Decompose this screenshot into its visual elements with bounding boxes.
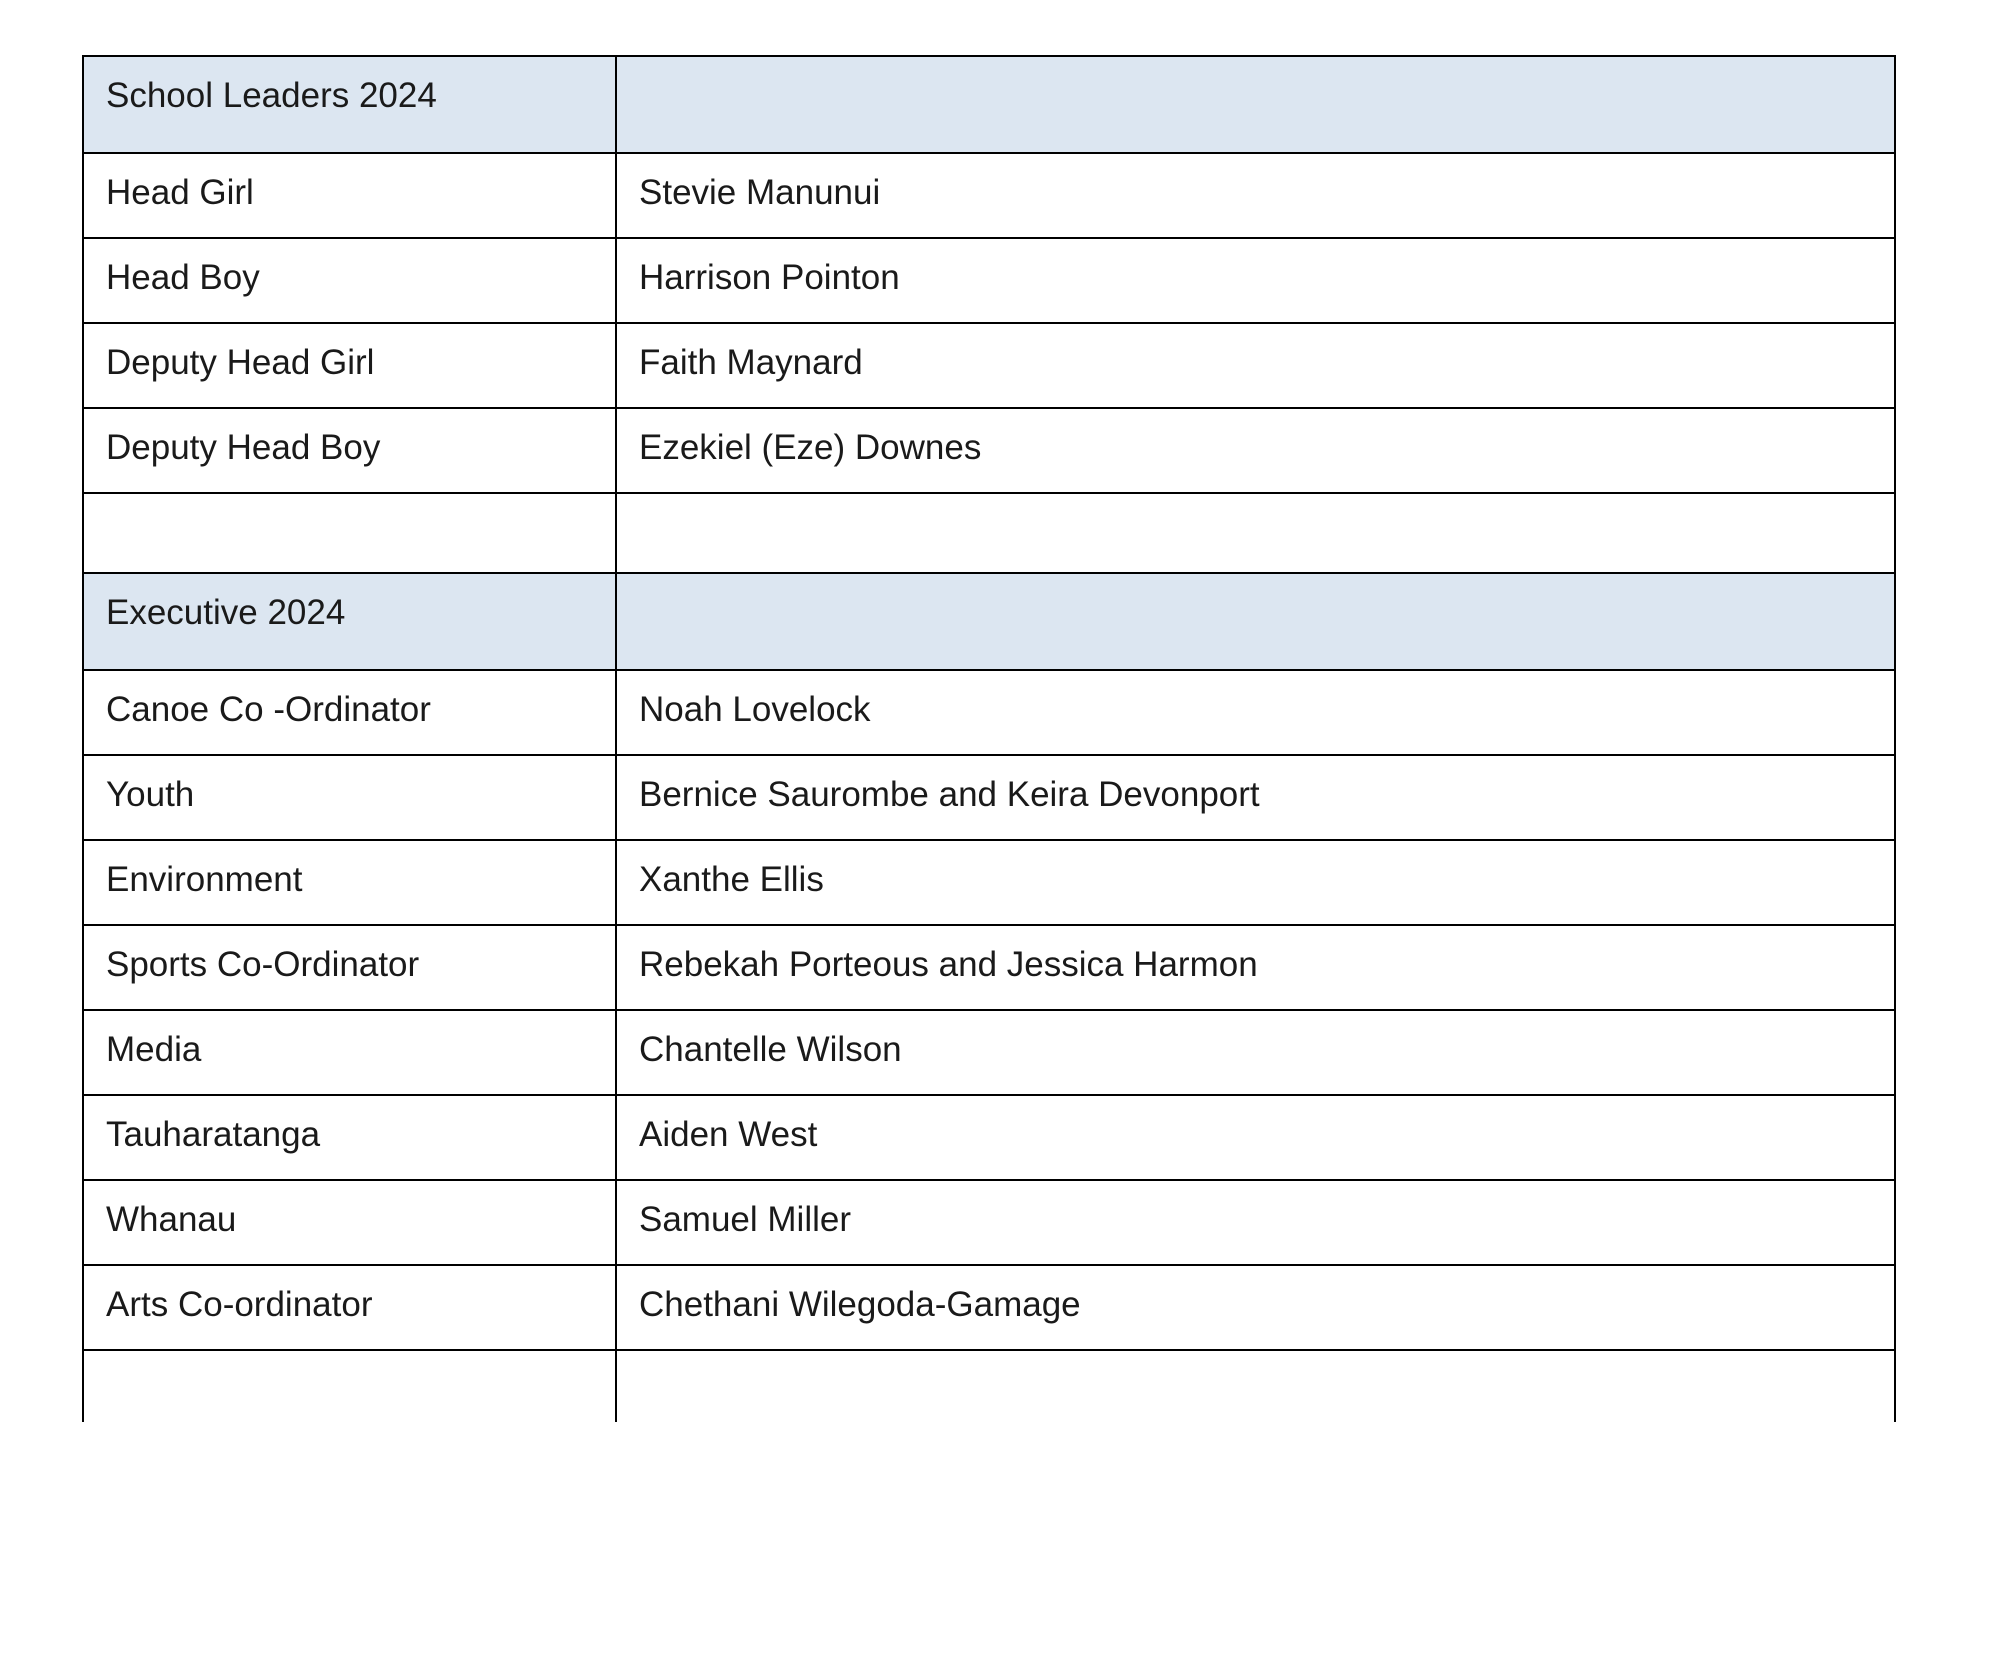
section-header-blank (616, 573, 1895, 670)
table-row (83, 323, 1895, 408)
table-spacer-row (83, 493, 1895, 573)
role-cell: Head Girl (83, 153, 616, 238)
spacer-cell-right (616, 493, 1895, 573)
section-header-title: School Leaders 2024 (83, 56, 616, 153)
role-cell: Sports Co-Ordinator (83, 925, 616, 1010)
section-header-title: Executive 2024 (83, 573, 616, 670)
name-cell: Aiden West (616, 1095, 1895, 1180)
table-row (83, 1265, 1895, 1350)
role-cell: Environment (83, 840, 616, 925)
table-row (83, 840, 1895, 925)
role-cell: Deputy Head Girl (83, 323, 616, 408)
table-row (83, 1095, 1895, 1180)
table-row (83, 670, 1895, 755)
name-cell: Faith Maynard (616, 323, 1895, 408)
table-row (83, 1180, 1895, 1265)
school-leaders-table (82, 55, 1896, 1422)
trailing-cell-right (616, 1350, 1895, 1422)
table-row (83, 925, 1895, 1010)
role-cell: Head Boy (83, 238, 616, 323)
role-cell: Whanau (83, 1180, 616, 1265)
name-cell: Chantelle Wilson (616, 1010, 1895, 1095)
name-cell: Stevie Manunui (616, 153, 1895, 238)
role-cell: Arts Co-ordinator (83, 1265, 616, 1350)
name-cell: Ezekiel (Eze) Downes (616, 408, 1895, 493)
table-row (83, 1010, 1895, 1095)
table-row (83, 153, 1895, 238)
table-row (83, 238, 1895, 323)
table-section-header-row (83, 573, 1895, 670)
section-header-blank (616, 56, 1895, 153)
name-cell: Xanthe Ellis (616, 840, 1895, 925)
name-cell: Harrison Pointon (616, 238, 1895, 323)
table-trailing-row (83, 1350, 1895, 1422)
name-cell: Chethani Wilegoda-Gamage (616, 1265, 1895, 1350)
role-cell: Tauharatanga (83, 1095, 616, 1180)
role-cell: Canoe Co -Ordinator (83, 670, 616, 755)
name-cell: Bernice Saurombe and Keira Devonport (616, 755, 1895, 840)
spacer-cell-left (83, 493, 616, 573)
role-cell: Media (83, 1010, 616, 1095)
role-cell: Youth (83, 755, 616, 840)
name-cell: Rebekah Porteous and Jessica Harmon (616, 925, 1895, 1010)
name-cell: Samuel Miller (616, 1180, 1895, 1265)
trailing-cell-left (83, 1350, 616, 1422)
table-section-header-row (83, 56, 1895, 153)
name-cell: Noah Lovelock (616, 670, 1895, 755)
table-row (83, 755, 1895, 840)
table-row (83, 408, 1895, 493)
role-cell: Deputy Head Boy (83, 408, 616, 493)
